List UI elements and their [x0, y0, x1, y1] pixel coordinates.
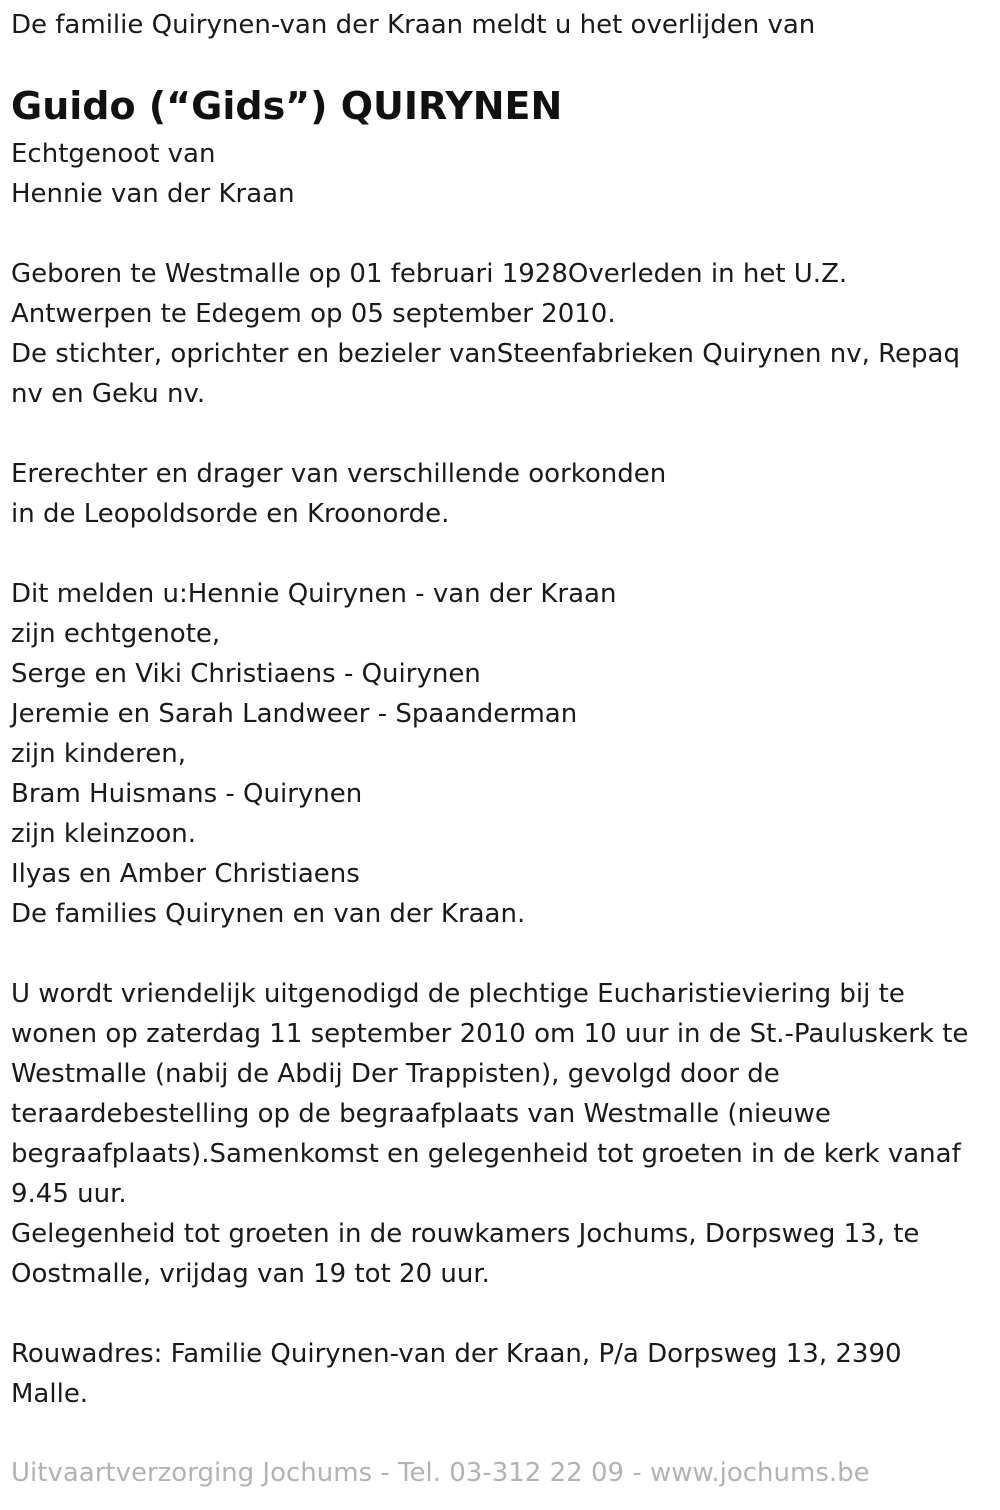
deceased-name: Guido (“Gids”) QUIRYNEN — [11, 84, 563, 128]
family-line: De families Quirynen en van der Kraan. — [11, 899, 526, 929]
ceremony-line: Gelegenheid tot groeten in de rouwkamers Jochums, Dorpsweg 13, te — [11, 1219, 920, 1249]
family-line: Bram Huismans - Quirynen — [11, 779, 363, 809]
address-line: Malle. — [11, 1379, 89, 1409]
funeral-home-footer: Uitvaartverzorging Jochums - Tel. 03-312 22 09 - www.jochums.be — [11, 1458, 870, 1488]
address-block — [11, 1334, 991, 1414]
ceremony-line: teraardebestelling op de begraafplaats van Westmalle (nieuwe — [11, 1099, 831, 1129]
spouse-line: Echtgenoot van — [11, 139, 216, 169]
life-line: Antwerpen te Edegem op 05 september 2010. — [11, 299, 616, 329]
life-line: Geboren te Westmalle op 01 februari 1928Overleden in het U.Z. — [11, 259, 848, 289]
spouse-block — [11, 134, 991, 214]
spouse-line: Hennie van der Kraan — [11, 179, 295, 209]
ceremony-line: Westmalle (nabij de Abdij Der Trappisten), gevolgd door de — [11, 1059, 780, 1089]
family-line: Ilyas en Amber Christiaens — [11, 859, 360, 889]
ceremony-line: U wordt vriendelijk uitgenodigd de plechtige Eucharistieviering bij te — [11, 979, 905, 1009]
life-line: nv en Geku nv. — [11, 379, 206, 409]
ceremony-line: wonen op zaterdag 11 september 2010 om 10 uur in de St.-Pauluskerk te — [11, 1019, 969, 1049]
ceremony-line: 9.45 uur. — [11, 1179, 127, 1209]
family-line: Dit melden u:Hennie Quirynen - van der Kraan — [11, 579, 617, 609]
honors-block — [11, 454, 991, 534]
honors-line: in de Leopoldsorde en Kroonorde. — [11, 499, 450, 529]
ceremony-block — [11, 974, 991, 1294]
family-line: Serge en Viki Christiaens - Quirynen — [11, 659, 481, 689]
life-line: De stichter, oprichter en bezieler vanSteenfabrieken Quirynen nv, Repaq — [11, 339, 960, 369]
family-line: zijn echtgenote, — [11, 619, 221, 649]
family-line: Jeremie en Sarah Landweer - Spaanderman — [11, 699, 578, 729]
family-line: zijn kleinzoon. — [11, 819, 197, 849]
family-line: zijn kinderen, — [11, 739, 186, 769]
intro-text: De familie Quirynen-van der Kraan meldt u het overlijden van — [11, 10, 816, 40]
family-block — [11, 574, 991, 934]
ceremony-line: Oostmalle, vrijdag van 19 tot 20 uur. — [11, 1259, 490, 1289]
life-block — [11, 254, 991, 414]
address-line: Rouwadres: Familie Quirynen-van der Kraan, P/a Dorpsweg 13, 2390 — [11, 1339, 902, 1369]
honors-line: Ererechter en drager van verschillende oorkonden — [11, 459, 667, 489]
ceremony-line: begraafplaats).Samenkomst en gelegenheid tot groeten in de kerk vanaf — [11, 1139, 961, 1169]
